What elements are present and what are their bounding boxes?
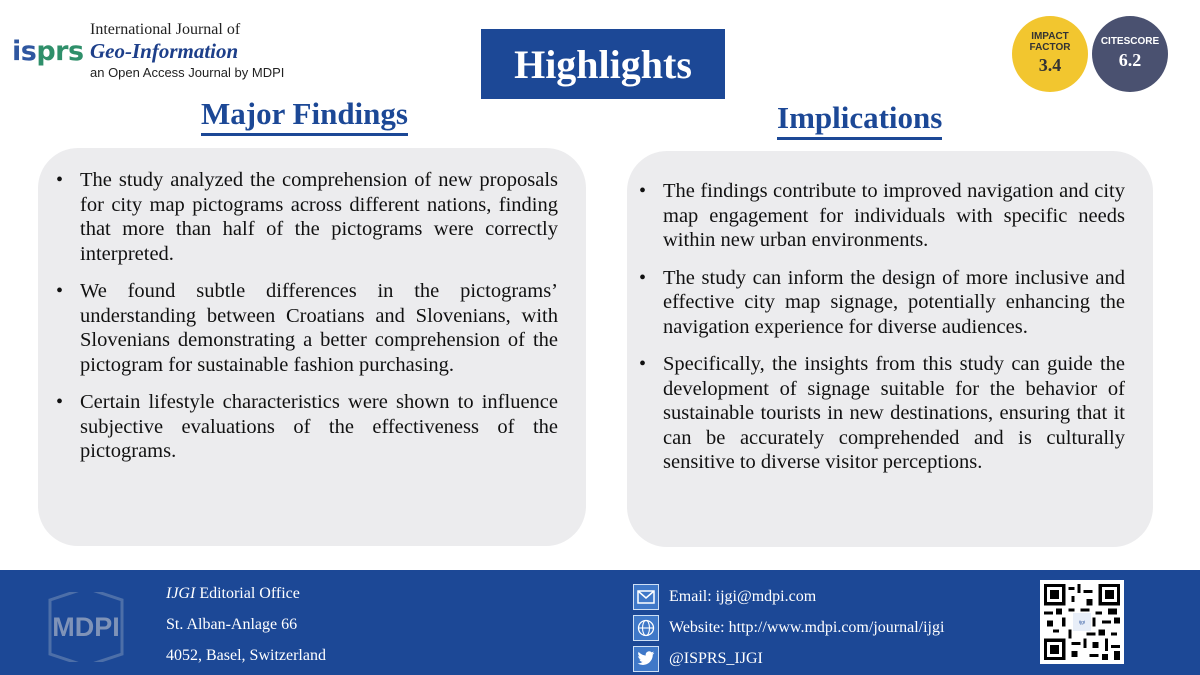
mdpi-logo (28, 592, 144, 662)
citescore-label: CITESCORE (1100, 36, 1160, 48)
impact-factor-value: 3.4 (1038, 55, 1062, 75)
impact-factor-badge (1012, 16, 1088, 92)
journal-name-line1: International Journal of (90, 21, 241, 38)
twitter-icon (633, 646, 659, 672)
page-title-box (481, 29, 725, 99)
editorial-office (166, 584, 326, 675)
implications-list (639, 179, 1125, 488)
major-findings-list (56, 168, 558, 477)
address-line2: 4052, Basel, Switzerland (166, 647, 326, 664)
twitter-handle[interactable]: @ISPRS_IJGI (669, 649, 763, 667)
impact-factor-label: IMPACT FACTOR (1029, 31, 1071, 53)
isprs-logo-mark: isprs (12, 36, 84, 67)
qr-code[interactable] (1040, 580, 1124, 664)
svg-text:ijgi: ijgi (1079, 620, 1085, 626)
journal-name-line2: Geo-Information (90, 39, 239, 63)
contact-info (633, 581, 944, 674)
citescore-value: 6.2 (1118, 49, 1142, 70)
finding-item: • Certain lifestyle characteristics were shown to influence subjective evaluations of the effectiveness of the pictograms. (56, 390, 558, 464)
email-row[interactable] (633, 581, 944, 612)
twitter-row[interactable] (633, 643, 944, 674)
footer-bar (0, 570, 1200, 675)
finding-item: • The study analyzed the comprehension of new proposals for city map pictograms across different nations, finding that more than half of the pictograms were correctly interpreted. (56, 168, 558, 266)
citescore-badge (1092, 16, 1168, 92)
email-icon (633, 584, 659, 610)
implication-item: • The study can inform the design of more inclusive and effective city map signage, potentially enhancing the navigation experience for diverse audiences. (639, 266, 1125, 340)
finding-item: • We found subtle differences in the pictograms’ understanding between Croatians and Slovenians, with Slovenians demonstrating a better comprehension of the pictogram for sustainable fashion purchasing. (56, 279, 558, 377)
svg-text:MDPI: MDPI (52, 612, 120, 642)
journal-abbr: IJGI (166, 585, 196, 602)
address-line1: St. Alban-Anlage 66 (166, 616, 298, 633)
implication-item: • Specifically, the insights from this study can guide the development of signage suitable for the behavior of sustainable tourists in new destinations, ensuring that it can be accurately comprehended and is culturally sensitive to diverse visitor perceptions. (639, 352, 1125, 475)
email-text[interactable]: Email: ijgi@mdpi.com (669, 587, 817, 605)
website-row[interactable] (633, 612, 944, 643)
globe-icon (633, 615, 659, 641)
office-label: Editorial Office (199, 585, 300, 602)
website-text[interactable]: Website: http://www.mdpi.com/journal/ijgi (669, 618, 945, 636)
major-findings-heading: Major Findings (201, 96, 408, 132)
page-title: Highlights (514, 41, 692, 87)
journal-publisher-line: an Open Access Journal by MDPI (90, 65, 285, 80)
major-findings-panel (38, 148, 586, 546)
implications-heading: Implications (777, 100, 942, 136)
journal-logo (12, 22, 312, 84)
implication-item: • The findings contribute to improved navigation and city map engagement for individuals with specific needs within new urban environments. (639, 179, 1125, 253)
implications-panel (627, 151, 1153, 547)
